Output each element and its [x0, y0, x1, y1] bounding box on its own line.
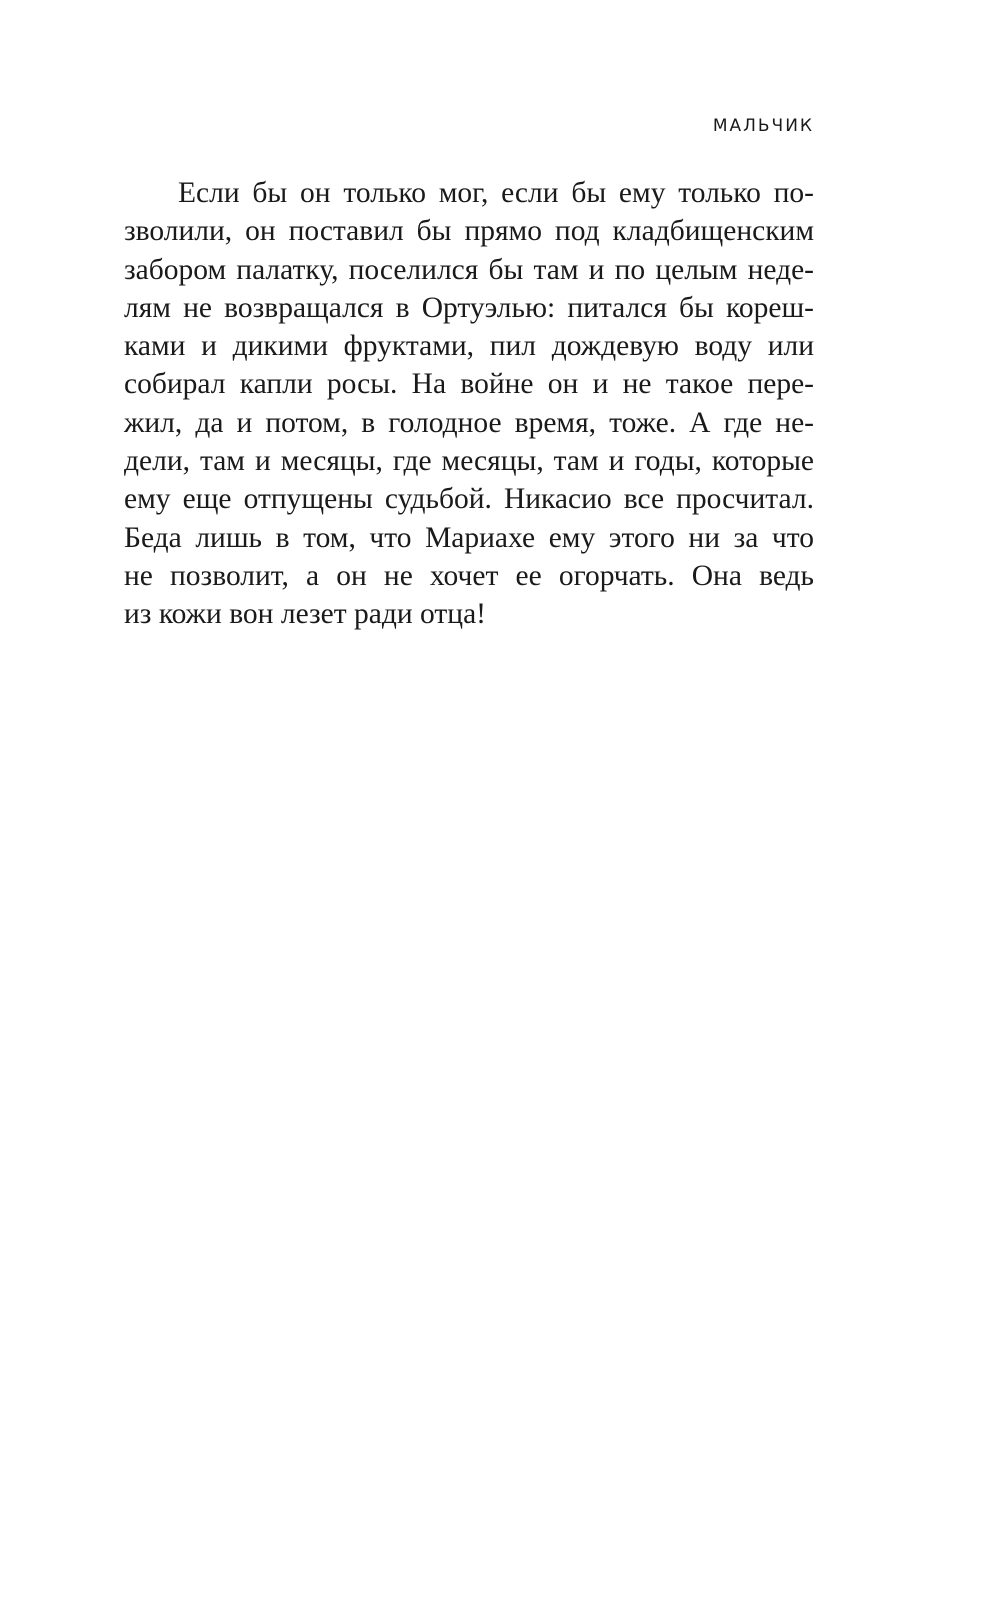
running-title: МАЛЬЧИК	[712, 116, 814, 136]
text-line: жил, да и потом, в голодное время, тоже. А где не-	[124, 406, 814, 439]
text-line: Если бы он только мог, если бы ему только по-	[178, 177, 814, 209]
text-line: из кожи вон лезет ради отца!	[124, 598, 487, 631]
text-line: ему еще отпущены судьбой. Никасио все просчитал.	[124, 483, 814, 516]
text-line: забором палатку, поселился бы там и по целым неде-	[124, 253, 814, 286]
paragraph	[124, 174, 814, 634]
text-line: не позволит, а он не хочет ее огорчать. Она ведь	[124, 559, 814, 592]
text-line: ками и дикими фруктами, пил дождевую воду или	[124, 330, 814, 363]
text-line: Беда лишь в том, что Мариахе ему этого ни за что	[124, 521, 814, 554]
text-line: дели, там и месяцы, где месяцы, там и годы, которые	[124, 445, 814, 478]
text-line: зволили, он поставил бы прямо под кладбищенским	[124, 215, 814, 248]
text-line: собирал капли росы. На войне он и не такое пере-	[124, 368, 814, 401]
text-line: лям не возвращался в Ортуэлью: питался бы кореш-	[124, 291, 814, 324]
